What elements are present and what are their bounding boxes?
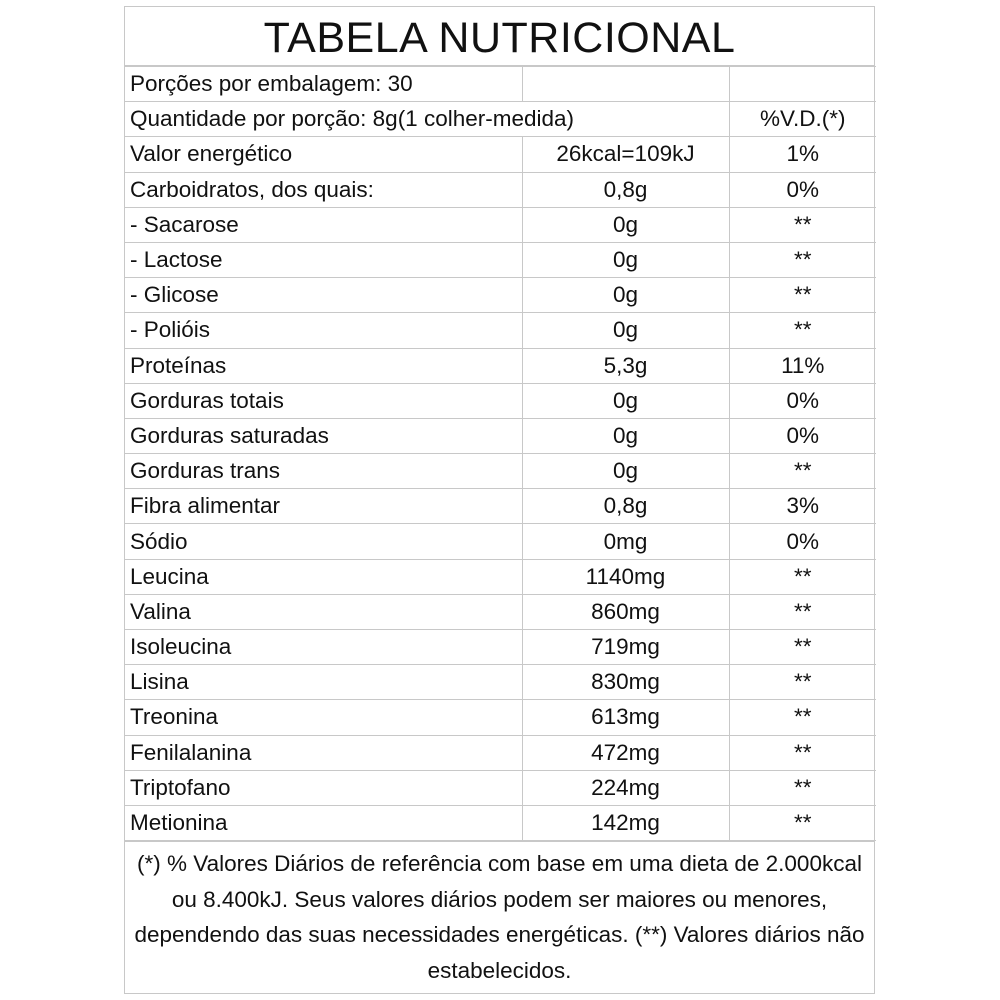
nutrient-amount: 0g [522,313,729,348]
nutrient-amount: 0mg [522,524,729,559]
table-row [125,313,876,348]
table-row [125,559,876,594]
table-row [125,630,876,665]
nutrient-amount: 0g [522,242,729,277]
nutrient-name: Isoleucina [125,630,522,665]
nutrient-vd: ** [729,630,876,665]
nutrient-amount: 0g [522,454,729,489]
table-title: TABELA NUTRICIONAL [125,7,874,66]
table-row [125,137,876,172]
nutrient-vd: 0% [729,172,876,207]
table-row [125,454,876,489]
nutrient-amount: 0g [522,383,729,418]
nutrient-name: Triptofano [125,770,522,805]
nutrient-name: Gorduras totais [125,383,522,418]
nutrient-name: Gorduras saturadas [125,418,522,453]
nutrient-name: Gorduras trans [125,454,522,489]
nutrient-name: - Polióis [125,313,522,348]
portion-label: Quantidade por porção: 8g(1 colher-medida) [125,102,729,137]
servings-row [125,67,876,102]
nutrient-vd: ** [729,735,876,770]
nutrient-name: - Lactose [125,242,522,277]
nutrient-amount: 719mg [522,630,729,665]
nutrient-vd: ** [729,242,876,277]
nutrient-vd: ** [729,665,876,700]
nutrient-name: Leucina [125,559,522,594]
nutrient-amount: 472mg [522,735,729,770]
table-row [125,383,876,418]
nutrient-vd: ** [729,805,876,840]
nutrient-amount: 0,8g [522,489,729,524]
servings-empty-cell-2 [729,67,876,102]
nutrient-vd: ** [729,559,876,594]
nutrient-amount: 26kcal=109kJ [522,137,729,172]
nutrition-table [124,6,875,994]
nutrient-vd: 3% [729,489,876,524]
table-row [125,524,876,559]
servings-label: Porções por embalagem: 30 [125,67,522,102]
table-row [125,348,876,383]
nutrient-vd: ** [729,278,876,313]
table-row [125,207,876,242]
nutrient-vd: 11% [729,348,876,383]
nutrient-amount: 0,8g [522,172,729,207]
table-row [125,489,876,524]
table-row [125,242,876,277]
nutrient-name: Fenilalanina [125,735,522,770]
footnote: (*) % Valores Diários de referência com base em uma dieta de 2.000kcal ou 8.400kJ. Seus valores diários podem ser maiores ou menores, dependendo das suas necessidades energéticas. (**) Valores diários não estabelecidos. [125,841,874,988]
nutrient-name: - Glicose [125,278,522,313]
table-row [125,172,876,207]
table-row [125,805,876,840]
nutrient-name: Lisina [125,665,522,700]
table-row [125,594,876,629]
nutrition-grid [125,66,876,841]
nutrient-vd: ** [729,313,876,348]
nutrient-name: Fibra alimentar [125,489,522,524]
nutrient-vd: 0% [729,383,876,418]
table-row [125,278,876,313]
servings-empty-cell [522,67,729,102]
nutrient-vd: ** [729,770,876,805]
table-row [125,770,876,805]
nutrient-name: Metionina [125,805,522,840]
nutrient-amount: 0g [522,418,729,453]
nutrient-name: Valina [125,594,522,629]
nutrient-amount: 613mg [522,700,729,735]
table-row [125,735,876,770]
nutrient-vd: ** [729,454,876,489]
table-row [125,700,876,735]
nutrient-vd: ** [729,700,876,735]
nutrient-name: Proteínas [125,348,522,383]
nutrient-amount: 0g [522,207,729,242]
table-row [125,418,876,453]
nutrient-name: Carboidratos, dos quais: [125,172,522,207]
nutrient-vd: ** [729,207,876,242]
nutrient-name: Treonina [125,700,522,735]
nutrient-amount: 830mg [522,665,729,700]
nutrient-vd: 0% [729,524,876,559]
nutrient-amount: 0g [522,278,729,313]
nutrient-name: Sódio [125,524,522,559]
nutrient-amount: 5,3g [522,348,729,383]
nutrient-name: Valor energético [125,137,522,172]
vd-header: %V.D.(*) [729,102,876,137]
portion-row [125,102,876,137]
nutrient-amount: 224mg [522,770,729,805]
nutrient-amount: 860mg [522,594,729,629]
nutrient-vd: ** [729,594,876,629]
nutrient-name: - Sacarose [125,207,522,242]
nutrient-vd: 1% [729,137,876,172]
nutrient-amount: 1140mg [522,559,729,594]
nutrient-vd: 0% [729,418,876,453]
table-row [125,665,876,700]
nutrient-amount: 142mg [522,805,729,840]
